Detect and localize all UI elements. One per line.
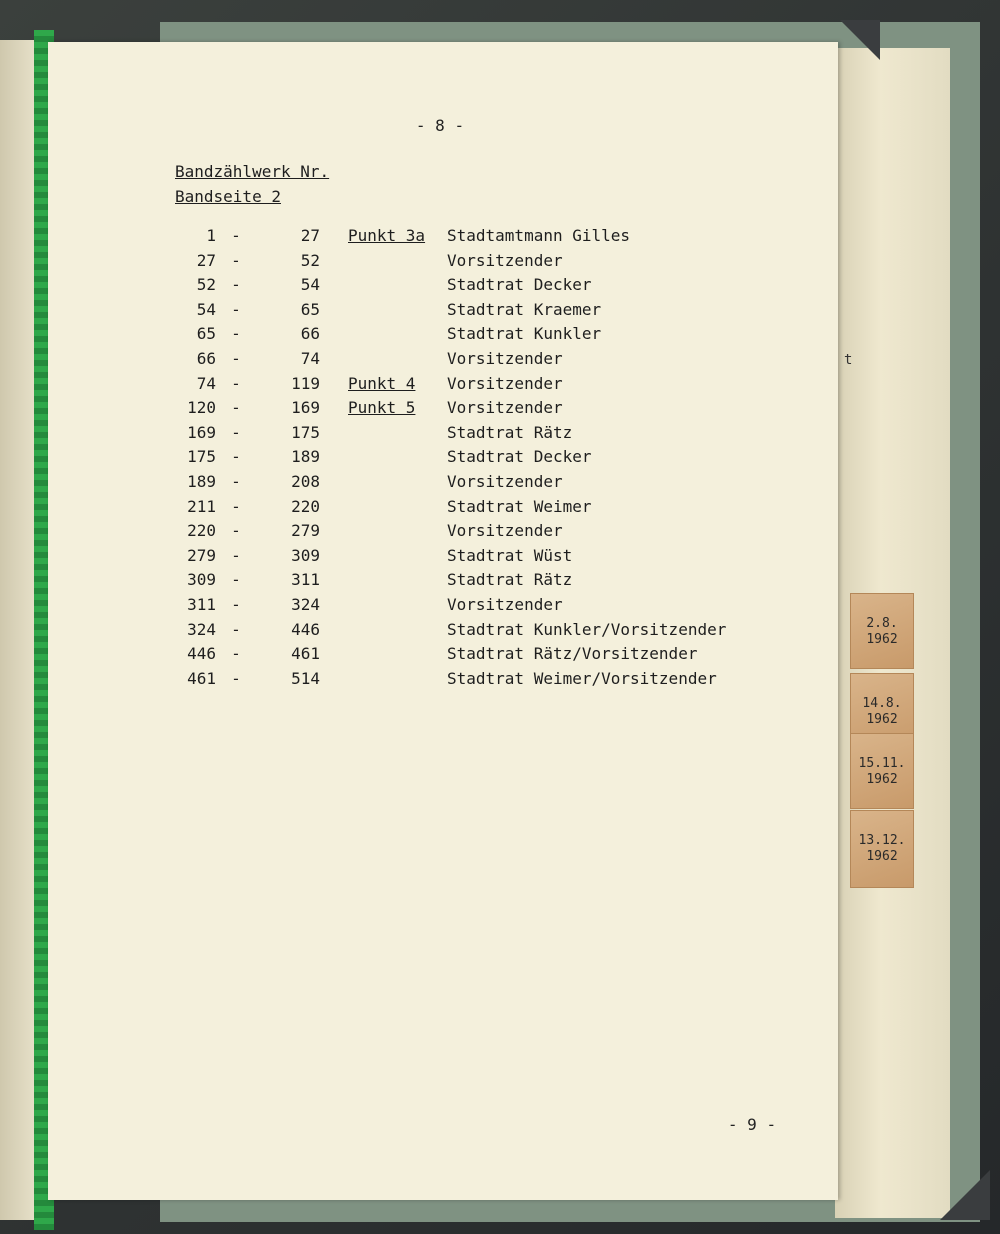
table-row [0, 595, 760, 619]
date-tab[interactable] [850, 810, 914, 888]
table-row [0, 226, 760, 250]
counter-dash: - [231, 521, 241, 541]
counter-from: 65 [196, 324, 216, 344]
speaker-name: Stadtrat Kunkler [447, 324, 602, 344]
counter-from: 175 [187, 447, 216, 467]
counter-dash: - [231, 644, 241, 664]
table-row [0, 251, 760, 275]
date-tab-day: 15.11. [858, 756, 906, 771]
table-row [0, 521, 760, 545]
counter-to: 446 [291, 619, 320, 639]
date-tab[interactable] [850, 593, 914, 669]
date-tab-day: 14.8. [862, 696, 902, 711]
counter-from: 54 [196, 299, 216, 319]
counter-from: 169 [187, 422, 216, 442]
speaker-name: Vorsitzender [447, 398, 563, 418]
speaker-name: Stadtrat Rätz [447, 570, 573, 590]
speaker-name: Vorsitzender [447, 595, 563, 614]
table-row [0, 300, 760, 324]
page-number-top: - 8 - [415, 116, 465, 135]
counter-from: 461 [187, 668, 216, 688]
counter-dash: - [231, 472, 241, 491]
speaker-name: Stadtrat Weimer/Vorsitzender [447, 668, 717, 688]
speaker-name: Stadtrat Decker [447, 447, 592, 467]
corner-protector-bottom [940, 1170, 990, 1220]
counter-to: 119 [291, 373, 320, 393]
table-row [0, 349, 760, 373]
table-row [0, 546, 760, 570]
counter-to: 175 [291, 422, 320, 442]
counter-from: 27 [196, 250, 216, 270]
counter-dash: - [231, 496, 241, 516]
date-tab-day: 13.12. [858, 833, 906, 848]
counter-dash: - [231, 226, 241, 245]
agenda-item: Punkt 5 [348, 398, 416, 418]
page-number-bottom: - 9 - [727, 1115, 777, 1134]
counter-from: 74 [196, 373, 216, 393]
agenda-item: Punkt 3a [348, 226, 426, 245]
table-row [0, 669, 760, 693]
table-row [0, 644, 760, 668]
counter-to: 208 [291, 472, 320, 491]
counter-dash: - [231, 595, 241, 614]
speaker-name: Stadtrat Rätz [447, 422, 573, 442]
table-row [0, 423, 760, 447]
date-tab-day: 2.8. [866, 616, 898, 631]
counter-dash: - [231, 619, 241, 639]
counter-from: 120 [187, 398, 216, 418]
counter-to: 461 [291, 644, 320, 664]
counter-from: 211 [187, 496, 216, 516]
speaker-name: Stadtrat Weimer [447, 496, 592, 516]
speaker-name: Stadtrat Wüst [447, 545, 573, 565]
counter-to: 309 [291, 545, 320, 565]
speaker-name: Vorsitzender [447, 472, 563, 491]
speaker-name: Vorsitzender [447, 521, 563, 541]
counter-from: 52 [196, 275, 216, 295]
speaker-name: Stadtamtmann Gilles [447, 226, 631, 245]
counter-to: 65 [300, 299, 320, 319]
speaker-name: Vorsitzender [447, 373, 563, 393]
heading-bandseite: Bandseite 2 [175, 187, 281, 206]
counter-from: 311 [187, 595, 216, 614]
speaker-name: Vorsitzender [447, 349, 563, 368]
counter-dash: - [231, 668, 241, 688]
counter-to: 169 [291, 398, 320, 418]
speaker-name: Stadtrat Decker [447, 275, 592, 295]
counter-dash: - [231, 373, 241, 393]
counter-from: 309 [187, 570, 216, 590]
counter-from: 66 [196, 349, 216, 368]
counter-dash: - [231, 275, 241, 295]
table-row [0, 620, 760, 644]
counter-dash: - [231, 545, 241, 565]
counter-to: 27 [300, 226, 320, 245]
date-tab-year: 1962 [866, 849, 898, 864]
counter-to: 514 [291, 668, 320, 688]
date-tab-year: 1962 [866, 632, 898, 647]
counter-dash: - [231, 324, 241, 344]
heading-bandzaehlwerk: Bandzählwerk Nr. [175, 162, 330, 181]
corner-protector-top [840, 20, 880, 60]
date-tab-year: 1962 [866, 772, 898, 787]
date-tab[interactable] [850, 733, 914, 809]
counter-from: 279 [187, 545, 216, 565]
counter-to: 54 [300, 275, 320, 295]
counter-to: 66 [300, 324, 320, 344]
counter-from: 1 [206, 226, 216, 245]
counter-to: 74 [300, 349, 320, 368]
counter-to: 189 [291, 447, 320, 467]
stray-mark: t [844, 352, 853, 368]
speaker-name: Stadtrat Kunkler/Vorsitzender [447, 619, 727, 639]
counter-from: 324 [187, 619, 216, 639]
counter-from: 189 [187, 472, 216, 491]
table-row [0, 472, 760, 496]
table-row [0, 447, 760, 471]
table-row [0, 275, 760, 299]
speaker-name: Stadtrat Rätz/Vorsitzender [447, 644, 698, 664]
counter-dash: - [231, 570, 241, 590]
counter-dash: - [231, 299, 241, 319]
speaker-name: Stadtrat Kraemer [447, 299, 602, 319]
table-row [0, 324, 760, 348]
counter-dash: - [231, 422, 241, 442]
counter-to: 324 [291, 595, 320, 614]
counter-to: 279 [291, 521, 320, 541]
counter-from: 220 [187, 521, 216, 541]
date-tab-year: 1962 [866, 712, 898, 727]
counter-from: 446 [187, 644, 216, 664]
counter-dash: - [231, 398, 241, 418]
table-row [0, 497, 760, 521]
table-row [0, 570, 760, 594]
counter-dash: - [231, 349, 241, 368]
counter-to: 220 [291, 496, 320, 516]
counter-to: 311 [291, 570, 320, 590]
table-row [0, 398, 760, 422]
counter-dash: - [231, 250, 241, 270]
counter-to: 52 [300, 250, 320, 270]
counter-dash: - [231, 447, 241, 467]
speaker-name: Vorsitzender [447, 250, 563, 270]
agenda-item: Punkt 4 [348, 373, 416, 393]
table-row [0, 374, 760, 398]
